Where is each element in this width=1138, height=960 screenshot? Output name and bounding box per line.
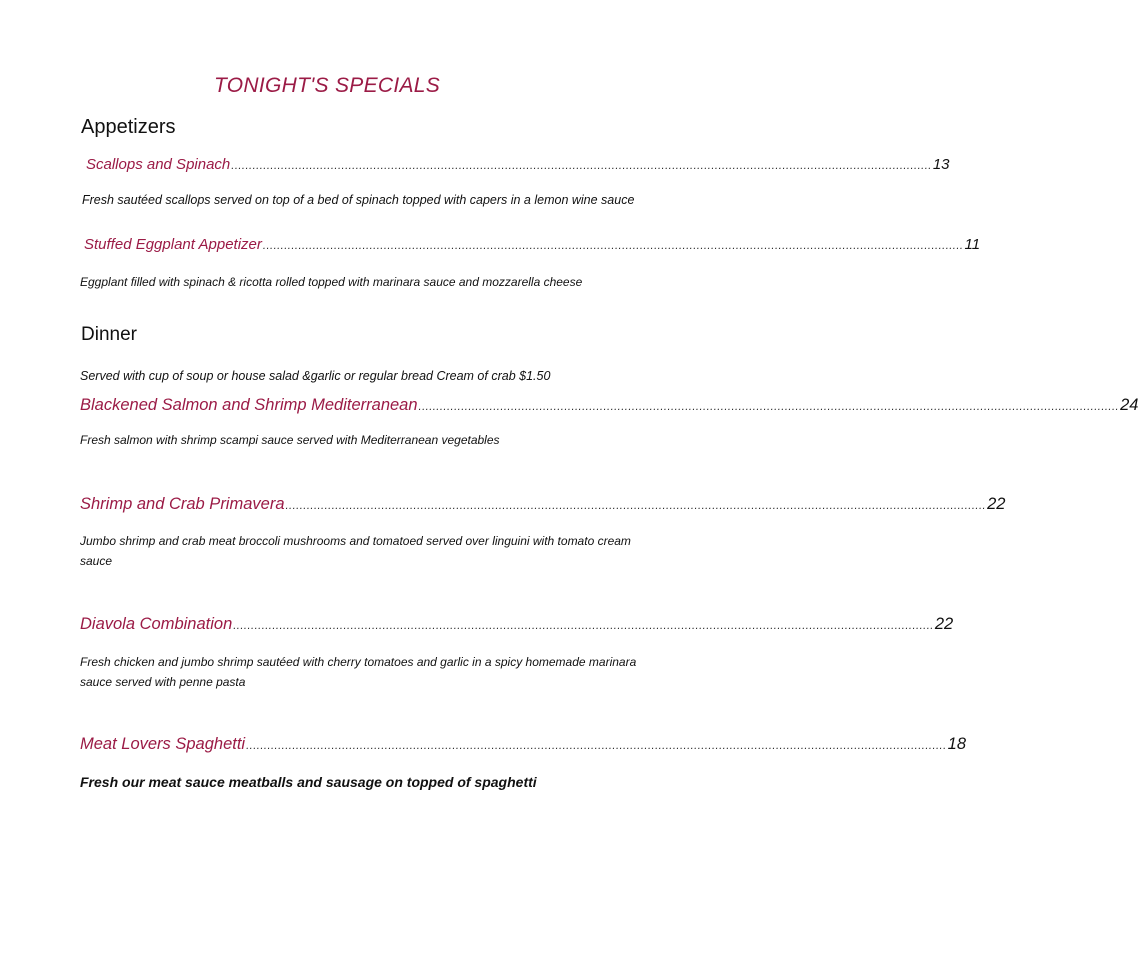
item-description: Fresh chicken and jumbo shrimp sautéed with cherry tomatoes and garlic in a spicy homemade marinara sauce served with penne pasta (80, 655, 637, 689)
item-name: Shrimp and Crab Primavera (80, 495, 285, 513)
leader-dots: ..................................................................................................................................................................................................... (285, 500, 987, 512)
item-description: Fresh sautéed scallops served on top of a bed of spinach topped with capers in a lemon wine sauce (82, 193, 635, 207)
item-name: Stuffed Eggplant Appetizer (84, 236, 262, 253)
item-name: Blackened Salmon and Shrimp Mediterranean (80, 396, 418, 414)
item-description: Fresh salmon with shrimp scampi sauce served with Mediterranean vegetables (80, 433, 500, 447)
item-price: 11 (964, 236, 981, 253)
item-price: 13 (932, 156, 950, 173)
section-heading-appetizers: Appetizers (81, 116, 176, 138)
item-description: Jumbo shrimp and crab meat broccoli mushrooms and tomatoed served over linguini with tomato cream sauce (80, 534, 631, 568)
menu-item (80, 495, 1006, 514)
menu-item (86, 156, 950, 173)
leader-dots: ..................................................................................................................................................................................................... (231, 160, 932, 172)
item-price: 22 (987, 495, 1006, 513)
item-description: Fresh our meat sauce meatballs and sausage on topped of spaghetti (80, 774, 537, 790)
dinner-note: Served with cup of soup or house salad &garlic or regular bread Cream of crab $1.50 (80, 369, 551, 383)
page-title: TONIGHT'S SPECIALS (214, 74, 441, 97)
section-heading-dinner: Dinner (81, 324, 137, 345)
item-name: Diavola Combination (80, 615, 233, 633)
item-price: 24 (1120, 396, 1138, 414)
menu-item (80, 396, 1138, 415)
item-price: 18 (947, 735, 967, 753)
item-name: Meat Lovers Spaghetti (80, 735, 246, 753)
item-name: Scallops and Spinach (86, 156, 231, 173)
leader-dots: ..................................................................................................................................................................................................... (246, 740, 947, 752)
item-description: Eggplant filled with spinach & ricotta rolled topped with marinara sauce and mozzarella cheese (80, 275, 583, 289)
leader-dots: ..................................................................................................................................................................................................... (418, 401, 1120, 413)
menu-item (80, 735, 967, 754)
item-price: 22 (934, 615, 954, 633)
leader-dots: ..................................................................................................................................................................................................... (233, 620, 934, 632)
leader-dots: ..................................................................................................................................................................................................... (262, 240, 964, 252)
menu-item (84, 236, 981, 253)
menu-item (80, 615, 954, 634)
